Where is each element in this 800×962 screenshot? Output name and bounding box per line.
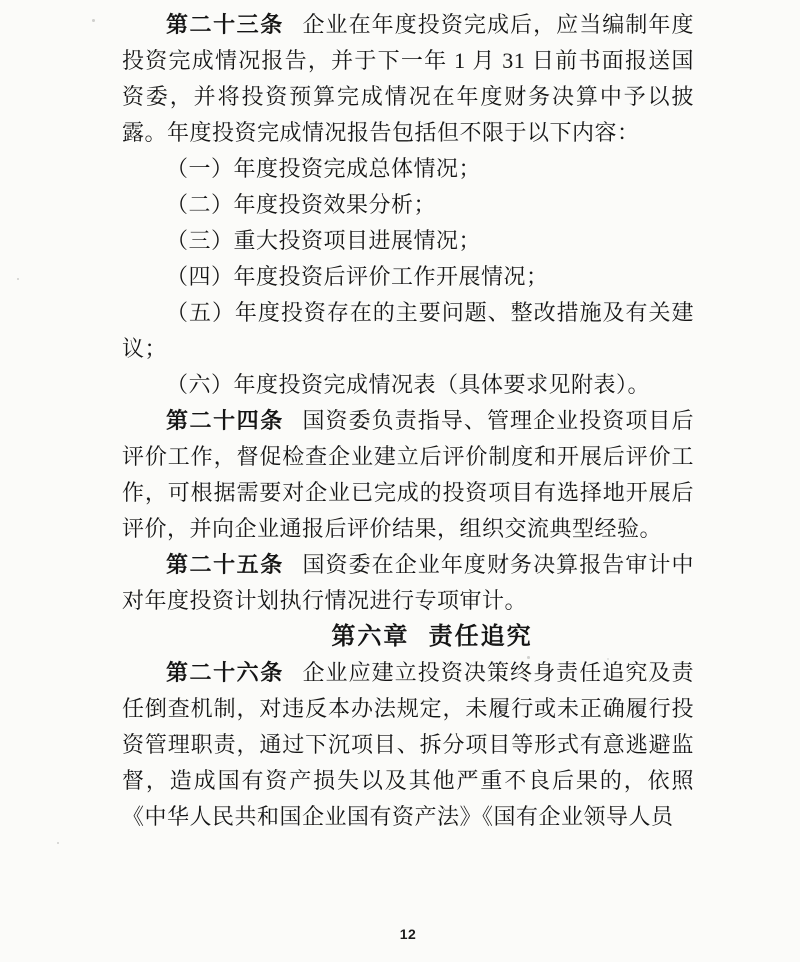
article-24-paragraph [122, 403, 694, 547]
article-25-number: 第二十五条 [166, 552, 284, 577]
article-26-number: 第二十六条 [166, 660, 284, 685]
list-item-5: （五）年度投资存在的主要问题、整改措施及有关建议； [122, 300, 694, 361]
article-24-text: 国资委负责指导、管理企业投资项目后评价工作，督促检查企业建立后评价制度和开展后评价工作，可根据需要对企业已完成的投资项目有选择地开展后评价，并向企业通报后评价结果，组织交流典型经验。 [122, 408, 694, 541]
article-24-number: 第二十四条 [166, 408, 284, 433]
article-23-number: 第二十三条 [166, 12, 284, 37]
list-item-2: （二）年度投资效果分析； [166, 192, 437, 217]
list-item-1: （一）年度投资完成总体情况； [166, 156, 482, 181]
article-26-text: 企业应建立投资决策终身责任追究及责任倒查机制，对违反本办法规定，未履行或未正确履行投资管理职责，通过下沉项目、拆分项目等形式有意逃避监督，造成国有资产损失以及其他严重不良后果的，依照《中华人民共和国企业国有资产法》《国有企业领导人员 [122, 660, 694, 829]
chapter-number: 第六章 [331, 623, 410, 650]
scan-speck [17, 278, 19, 280]
list-item-3: （三）重大投资项目进展情况； [166, 228, 482, 253]
article-23-text: 企业在年度投资完成后，应当编制年度投资完成情况报告，并于下一年 1 月 31 日前书面报送国资委，并将投资预算完成情况在年度财务决算中予以披露。年度投资完成情况报告包括但不限于以下内容： [122, 12, 694, 145]
article-23-paragraph [122, 7, 694, 151]
chapter-title: 责任追究 [428, 623, 533, 650]
article-26-paragraph [122, 655, 694, 835]
article-25-text: 国资委在企业年度财务决算报告审计中对年度投资计划执行情况进行专项审计。 [122, 552, 694, 613]
document-body [122, 7, 694, 835]
scan-speck [57, 842, 59, 844]
scan-speck [607, 658, 609, 660]
scan-speck [527, 656, 530, 659]
article-25-paragraph [122, 547, 694, 619]
list-item-6: （六）年度投资完成情况表（具体要求见附表）。 [166, 372, 651, 397]
list-item-4: （四）年度投资后评价工作开展情况； [166, 264, 549, 289]
chapter-heading [122, 619, 694, 655]
scan-speck [92, 19, 95, 22]
page-number: 12 [399, 926, 417, 942]
